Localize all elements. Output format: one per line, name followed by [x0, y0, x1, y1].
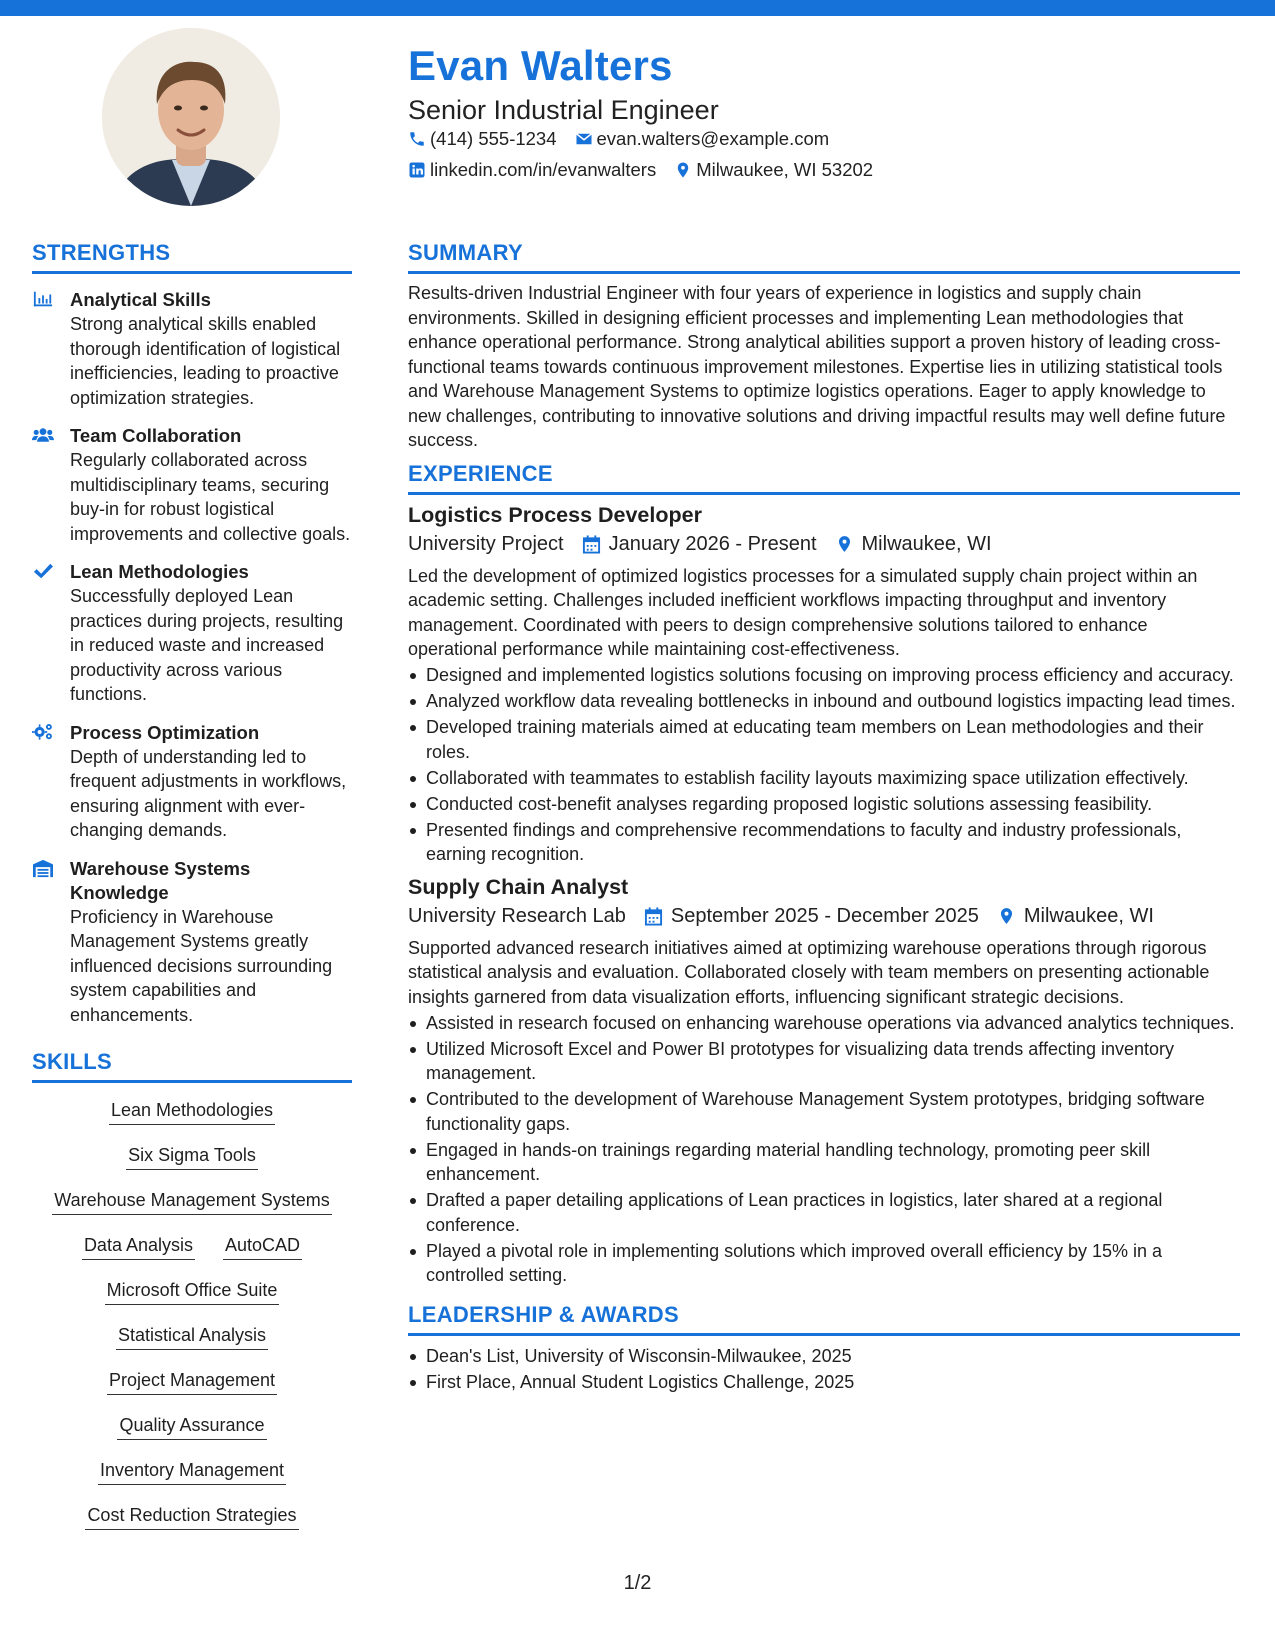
top-accent-bar [0, 0, 1275, 16]
phone-icon [408, 130, 426, 148]
linkedin-item[interactable] [408, 159, 656, 181]
strength-item [32, 560, 352, 707]
strength-title: Warehouse Systems Knowledge [70, 857, 251, 903]
skill-tag: Quality Assurance [117, 1414, 266, 1440]
strength-title: Process Optimization [70, 721, 260, 743]
skill-tag: AutoCAD [223, 1234, 302, 1260]
bullet-item: Engaged in hands-on trainings regarding material handling technology, promoting peer skill enhancement. [426, 1138, 1240, 1187]
calendar-icon [582, 534, 601, 554]
job-description: Supported advanced research initiatives aimed at optimizing warehouse operations through rigorous statistical analysis and evaluation. Collaborated closely with team members on presenting actionable insights garnered from data visualization efforts, influencing significant strategic decisions. [408, 937, 1210, 1007]
job-meta [408, 533, 1240, 556]
candidate-title: Senior Industrial Engineer [408, 95, 719, 125]
skill-tag: Six Sigma Tools [126, 1144, 258, 1170]
phone-item [408, 128, 557, 150]
skill-tag: Project Management [107, 1369, 277, 1395]
profile-photo [102, 28, 280, 206]
warehouse-icon [32, 858, 54, 878]
skills-list [32, 1093, 352, 1543]
strength-title: Analytical Skills [70, 289, 211, 310]
users-icon [32, 425, 54, 445]
gears-icon [32, 722, 54, 742]
bullet-item: Played a pivotal role in implementing solutions which improved overall efficiency by 15% in a controlled setting. [426, 1239, 1240, 1288]
award-item: First Place, Annual Student Logistics Challenge, 2025 [426, 1370, 1240, 1395]
job-org: University Project [408, 532, 564, 555]
bullet-item: Collaborated with teammates to establish facility layouts maximizing space utilization effectively. [426, 766, 1240, 791]
email-text[interactable]: evan.walters@example.com [596, 128, 830, 149]
skill-tag: Lean Methodologies [109, 1099, 275, 1125]
awards-heading: LEADERSHIP & AWARDS [408, 1302, 1240, 1336]
bullet-item: Presented findings and comprehensive recommendations to faculty and industry professionals, earning recognition. [426, 818, 1240, 867]
contact-row-1 [408, 128, 847, 150]
bullet-item: Contributed to the development of Warehouse Management System prototypes, bridging software functionality gaps. [426, 1087, 1240, 1136]
strengths-heading: STRENGTHS [32, 240, 352, 274]
skill-tag: Warehouse Management Systems [52, 1189, 331, 1215]
job-bullets [408, 1011, 1240, 1288]
bullet-item: Utilized Microsoft Excel and Power BI prototypes for visualizing data trends affecting inventory management. [426, 1037, 1240, 1086]
strength-item [32, 721, 352, 843]
strength-desc: Successfully deployed Lean practices during projects, resulting in reduced waste and increased productivity across various functions. [70, 586, 344, 704]
job-dates: September 2025 - December 2025 [670, 904, 979, 927]
strength-desc: Regularly collaborated across multidisciplinary teams, securing buy-in for robust logistical improvements and collective goals. [70, 450, 351, 544]
envelope-icon [575, 130, 593, 148]
award-item: Dean's List, University of Wisconsin-Milwaukee, 2025 [426, 1344, 1240, 1369]
job-location: Milwaukee, WI [861, 532, 992, 555]
map-pin-icon [674, 161, 692, 179]
job-entry [408, 503, 1240, 867]
job-bullets [408, 663, 1240, 867]
bullet-item: Assisted in research focused on enhancing warehouse operations via advanced analytics techniques. [426, 1011, 1240, 1036]
strength-title: Team Collaboration [70, 425, 242, 446]
job-entry [408, 875, 1240, 1288]
job-org: University Research Lab [408, 904, 626, 927]
bullet-item: Designed and implemented logistics solutions focusing on improving process efficiency and accuracy. [426, 663, 1240, 688]
right-column [408, 240, 1240, 1394]
bullet-item: Developed training materials aimed at educating team members on Lean methodologies and their roles. [426, 715, 1240, 764]
map-pin-icon [835, 534, 854, 554]
candidate-name: Evan Walters [408, 42, 673, 89]
page-number: 1/2 [623, 1572, 652, 1594]
skills-heading: SKILLS [32, 1049, 352, 1083]
skill-tag: Microsoft Office Suite [105, 1279, 280, 1305]
skill-tag: Statistical Analysis [116, 1324, 268, 1350]
summary-text: Results-driven Industrial Engineer with four years of experience in logistics and supply chain environments. Skilled in designing efficient processes and implementing Lean methodologies that enhance operational performance. Strong analytical abilities support a proven history of leading cross-functional teams towards continuous improvement milestones. Expertise lies in utilizing statistical tools and Warehouse Management Systems to optimize logistics operations. Eager to apply knowledge to new challenges, contributing to innovative solutions and driving impactful results may well define future success. [408, 283, 1226, 450]
bullet-item: Drafted a paper detailing applications of Lean practices in logistics, later shared at a regional conference. [426, 1188, 1240, 1237]
job-location: Milwaukee, WI [1023, 904, 1154, 927]
job-title: Supply Chain Analyst [408, 874, 629, 899]
strength-title: Lean Methodologies [70, 561, 249, 582]
phone-text: (414) 555-1234 [430, 128, 557, 149]
strength-item [32, 424, 352, 546]
strength-desc: Depth of understanding led to frequent adjustments in workflows, ensuring alignment with ever-changing demands. [70, 746, 347, 840]
awards-list [408, 1344, 1240, 1395]
left-column [32, 240, 352, 1543]
calendar-icon [644, 906, 663, 926]
job-description: Led the development of optimized logistics processes for a simulated supply chain project within an academic setting. Challenges included inefficient workflows impacting throughput and inventory management. Coordinated with peers to design comprehensive solutions tailored to enhance operational performance while maintaining cost-effectiveness. [408, 565, 1198, 659]
bullet-item: Conducted cost-benefit analyses regarding proposed logistic solutions assessing feasibility. [426, 792, 1240, 817]
bar-chart-icon [32, 289, 54, 309]
summary-heading: SUMMARY [408, 240, 1240, 274]
experience-heading: EXPERIENCE [408, 461, 1240, 495]
bullet-item: Analyzed workflow data revealing bottlenecks in inbound and outbound logistics impacting lead times. [426, 689, 1240, 714]
skill-tag: Cost Reduction Strategies [85, 1504, 298, 1530]
contact-row-2 [408, 159, 891, 181]
linkedin-text[interactable]: linkedin.com/in/evanwalters [430, 159, 657, 180]
skill-tag: Inventory Management [98, 1459, 286, 1485]
strength-desc: Strong analytical skills enabled thorough identification of logistical inefficiencies, leading to proactive optimization strategies. [70, 314, 341, 408]
job-dates: January 2026 - Present [608, 532, 817, 555]
skill-tag: Data Analysis [82, 1234, 195, 1260]
map-pin-icon [997, 906, 1016, 926]
linkedin-icon [408, 161, 426, 179]
check-icon [32, 561, 54, 581]
email-item[interactable] [575, 128, 830, 150]
job-title: Logistics Process Developer [408, 502, 702, 527]
job-meta [408, 905, 1240, 928]
location-item [674, 159, 873, 181]
strength-item [32, 857, 352, 1028]
strength-desc: Proficiency in Warehouse Management Systems greatly influenced decisions surrounding system capabilities and enhancements. [70, 906, 333, 1025]
strength-item [32, 288, 352, 410]
location-text: Milwaukee, WI 53202 [696, 159, 874, 180]
